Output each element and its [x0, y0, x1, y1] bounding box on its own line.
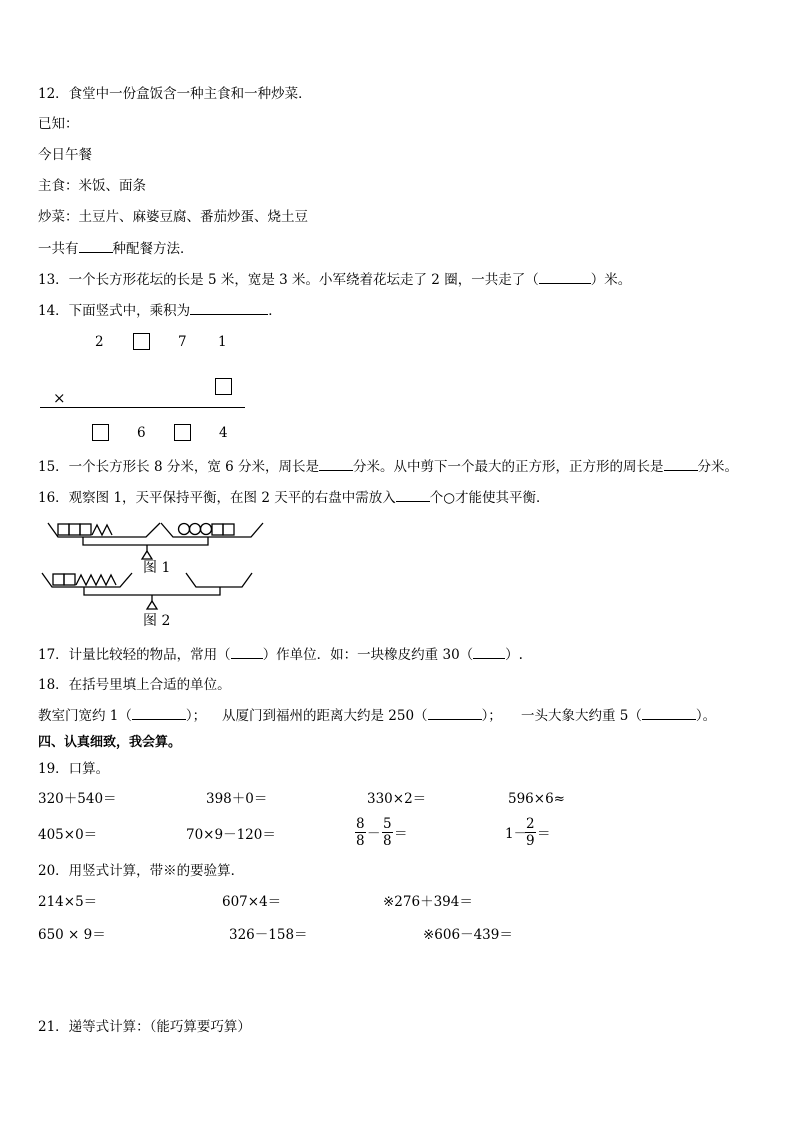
- q18-a: [38, 706, 206, 725]
- q15: [38, 457, 738, 476]
- fraction-denominator: 8: [356, 833, 365, 849]
- q16-answer-blank[interactable]: [396, 488, 430, 502]
- q18-a-prefix: 教室门宽约 1（: [38, 708, 132, 724]
- balance-figure-2: [42, 573, 252, 609]
- q15-blank-1[interactable]: [319, 457, 353, 471]
- q16-prefix: 16．观察图 1，天平保持平衡，在图 2 天平的右盘中需放入: [38, 490, 396, 506]
- q19-title: 19．口算。: [38, 761, 110, 777]
- q14-digit-box[interactable]: [174, 424, 191, 441]
- q20-item: ※606－439＝: [423, 927, 513, 943]
- q16-fig1-label: 图 1: [143, 560, 171, 576]
- q17-blank-1[interactable]: [231, 645, 263, 659]
- q14-digit-box[interactable]: [215, 378, 232, 395]
- q14-times-sign: ×: [53, 389, 66, 407]
- equals-sign: ＝: [537, 826, 551, 842]
- q20-title: 20．用竖式计算，带※的要验算．: [38, 863, 245, 879]
- q18-b-blank[interactable]: [428, 706, 482, 720]
- q12-answer-blank[interactable]: [79, 239, 113, 253]
- q18-c-prefix: 一头大象大约重 5（: [521, 708, 642, 724]
- q16-fig2-label: 图 2: [143, 613, 171, 629]
- q14-digit-box[interactable]: [133, 333, 150, 350]
- q18-c-suffix: ）。: [695, 708, 717, 724]
- fraction-numerator: 5: [383, 816, 392, 832]
- q16: [38, 488, 550, 507]
- fraction-denominator: 8: [383, 833, 392, 849]
- q17-blank-2[interactable]: [473, 645, 505, 659]
- q18-b-prefix: 从厦门到福州的距离大约是 250（: [222, 708, 428, 724]
- q19-item: 596×6≈: [508, 791, 565, 807]
- q19-item: 398＋0＝: [206, 791, 268, 807]
- q12-staples: 主食：米饭、面条: [38, 178, 146, 194]
- q18-a-blank[interactable]: [132, 706, 186, 720]
- q20-item: 650 × 9＝: [38, 927, 106, 943]
- q16-suffix: 个○才能使其平衡．: [429, 490, 550, 506]
- q12-answer-prefix: 一共有: [38, 241, 79, 257]
- q17: [38, 645, 523, 664]
- q18-b: [222, 706, 502, 725]
- q18-c: [521, 706, 716, 725]
- q14-suffix: ．: [268, 303, 282, 319]
- q20-item: 214×5＝: [38, 894, 98, 910]
- q13-suffix: ）米。: [590, 272, 632, 288]
- q12-menu-title: 今日午餐: [38, 147, 92, 163]
- q14: [38, 301, 282, 320]
- fraction-numerator: 8: [356, 816, 365, 832]
- whole-minus: 1－: [505, 826, 528, 842]
- q21-title: 21．递等式计算：（能巧算要巧算）: [38, 1019, 251, 1035]
- q18-b-suffix: ）；: [481, 708, 502, 724]
- q15-part2: 分米。从中剪下一个最大的正方形，正方形的周长是: [353, 459, 664, 475]
- q15-part1: 15．一个长方形长 8 分米，宽 6 分米，周长是: [38, 459, 320, 475]
- fraction-numerator: 2: [526, 816, 535, 832]
- q19-item: 405×0＝: [38, 827, 98, 843]
- q19-item: 330×2＝: [367, 791, 427, 807]
- q15-part3: 分米。: [697, 459, 739, 475]
- equals-sign: ＝: [394, 826, 408, 842]
- fraction-denominator: 9: [526, 833, 535, 849]
- q13-answer-blank[interactable]: [539, 270, 591, 284]
- minus-sign: －: [367, 826, 381, 842]
- q19-item: 320＋540＝: [38, 791, 117, 807]
- q17-part1: 17．计量比较轻的物品，常用（: [38, 647, 231, 663]
- section-4-title: 四、认真细致，我会算。: [38, 735, 182, 750]
- q19-item: 70×9－120＝: [186, 827, 276, 843]
- q14-digit-box[interactable]: [92, 424, 109, 441]
- q13: [38, 270, 631, 289]
- q12-answer-suffix: 种配餐方法．: [112, 241, 194, 257]
- q14-digit: 6: [137, 425, 146, 441]
- q15-blank-2[interactable]: [664, 457, 698, 471]
- q14-digit: 7: [178, 334, 187, 350]
- q18-a-suffix: ）；: [185, 708, 207, 724]
- q20-item: 326－158＝: [229, 927, 308, 943]
- q14-digit: 1: [218, 334, 227, 350]
- q14-digit: 4: [219, 425, 228, 441]
- q17-part2: ）作单位．如：一块橡皮约重 30（: [262, 647, 474, 663]
- q18-title: 18．在括号里填上合适的单位。: [38, 677, 231, 693]
- q12-answer: [38, 239, 194, 258]
- q14-answer-blank[interactable]: [190, 301, 268, 315]
- q20-item: 607×4＝: [222, 894, 282, 910]
- q12-dishes: 炒菜：土豆片、麻婆豆腐、番茄炒蛋、烧土豆: [38, 209, 308, 225]
- q14-digit: 2: [95, 334, 104, 350]
- q18-c-blank[interactable]: [642, 706, 696, 720]
- q20-item: ※276＋394＝: [383, 894, 473, 910]
- q17-part3: ）.: [505, 647, 523, 663]
- q14-rule-line: [40, 407, 245, 408]
- balance-figure-1: [48, 523, 263, 559]
- q14-prefix: 14．下面竖式中，乘积为: [38, 303, 191, 319]
- q13-prefix: 13．一个长方形花坛的长是 5 米，宽是 3 米。小军绕着花坛走了 2 圈，一共走了（: [38, 272, 539, 288]
- q12-known: 已知：: [38, 116, 79, 132]
- q12-title: 12．食堂中一份盒饭含一种主食和一种炒菜．: [38, 86, 312, 102]
